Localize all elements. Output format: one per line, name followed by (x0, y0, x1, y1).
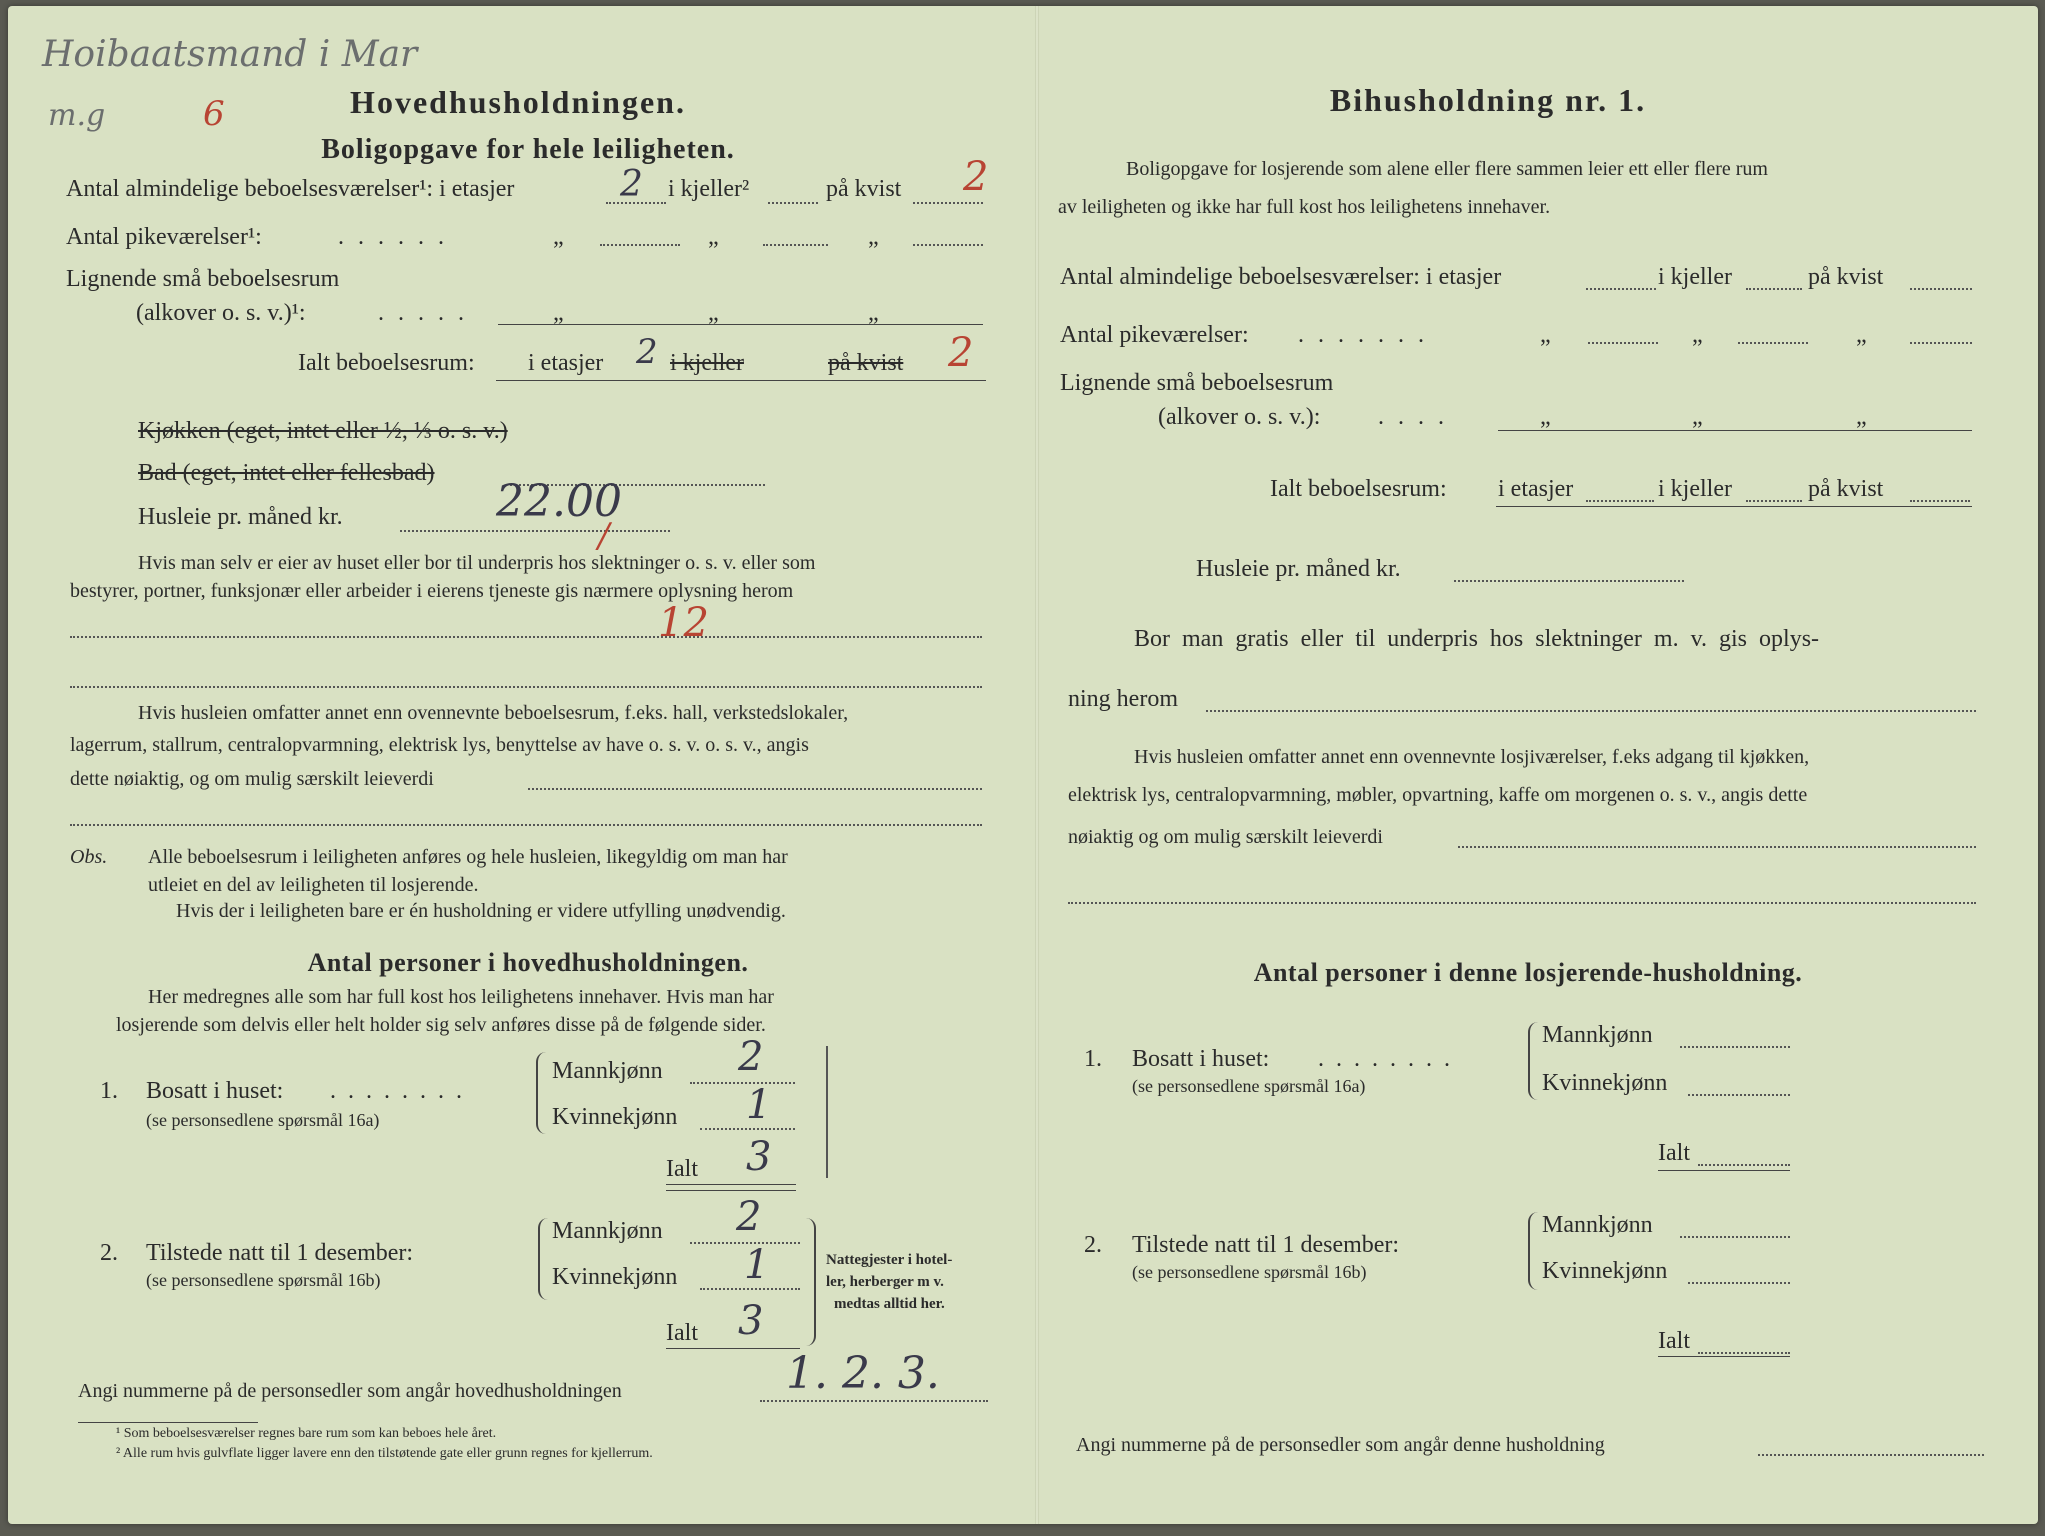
right-intro-1: Boligopgave for losjerende som alene eller flere sammen leier ett eller flere rum (1126, 158, 1768, 180)
left-q1-mann-label: Mannkjønn (552, 1058, 663, 1084)
left-q2-label: Tilstede natt til 1 desember: (146, 1240, 414, 1266)
right-row1-kjeller: i kjeller (1658, 264, 1732, 290)
left-row1-etasjer-value: 2 (620, 164, 643, 205)
footnote-1: ¹ Som beboelsesværelser regnes bare rum som kan beboes hele året. (116, 1426, 497, 1441)
left-ialt-label: Ialt beboelsesrum: (298, 350, 475, 376)
left-obs-1: Alle beboelsesrum i leiligheten anføres og hele husleien, likegyldig om man har (148, 846, 788, 868)
margin-note-number: 6 (203, 94, 225, 134)
left-husleie-label: Husleie pr. måned kr. (138, 504, 343, 530)
right-husleie-label: Husleie pr. måned kr. (1196, 556, 1401, 582)
right-gratis-1: Bor man gratis eller til underpris hos slektninger m. v. gis oplys- (1134, 626, 1820, 652)
left-omfatter-1: Hvis husleien omfatter annet enn ovennevnte beboelsesrum, f.eks. hall, verkstedslokaler, (138, 702, 849, 724)
left-persons-2: losjerende som delvis eller helt holder sig selv anføres disse på de følgende sider. (116, 1014, 766, 1036)
left-q1-sub: (se personsedlene spørsmål 16a) (146, 1110, 380, 1130)
left-subtitle: Boligopgave for hele leiligheten. (321, 134, 735, 165)
left-q1-num: 1. (100, 1078, 118, 1104)
right-persons-title: Antal personer i denne losjerende-husholdning. (1253, 958, 1803, 987)
right-q1-kvinne-label: Kvinnekjønn (1542, 1070, 1668, 1096)
nattegjester-2: ler, herberger m v. (826, 1274, 944, 1290)
left-bad: Bad (eget, intet eller fellesbad) (138, 460, 435, 486)
census-form-sheet: Hoibaatsmand i Mar m.g 6 Hovedhusholdningen. Boligopgave for hele leiligheten. Antal almindelige beboelsesværelser¹: i etasjer 2 i kjeller² på kvist 2 Antal pikeværelser¹: ...... „ „ „ Lignende små beboelsesrum (alkover o. s. v.)¹: ..... „ „ „ Ialt beboelsesrum: i etasjer 2 i kjeller på kvist 2 Kjøkken (eget, intet eller ½, ⅓ o. s. v.) Bad (eget, intet eller fellesbad) Husleie pr. måned kr. 22.00 / Hvis man selv er eier av huset eller bor til underpris hos slektninger o. s. v. eller som bestyrer, portner, funksjonær eller arbeider i eierens tjeneste gis nærmere oplysning herom 12 Hvis husleien omfatter annet enn ovennevnte beboelsesrum, f.eks. hall, verkstedslokaler, lagerrum, stallrum, centralopvarmning, elektrisk lys, benyttelse av have o. s. v. o. s. v., angis dette nøiaktig, og om mulig særskilt leieverdi Obs. Alle beboelsesrum i leiligheten anføres og hele husleien, likegyldig om man har utleiet en del av leiligheten til losjerende. Hvis der i leiligheten bare er én husholdning er videre utfylling unødvendig. Antal personer i hovedhusholdningen. Her medregnes alle som har full kost hos leilighetens innehaver. Hvis man har losjerende som delvis eller helt holder sig selv anføres disse på de følgende sider. 1. Bosatt i huset: ........ (se personsedlene spørsmål 16a) Mannkjønn 2 Kvinnekjønn 1 Ialt 3 2. Tilstede natt til 1 desember: (se personsedlene spørsmål 16b) Mannkjønn 2 Kvinnekjønn 1 Ialt 3 Nattegjester i hotel- ler, herberger m v. medtas alltid her. Angi nummerne på de personsedler som angår hovedhusholdningen 1. 2. 3. ¹ Som beboelsesværelser regnes bare rum som kan beboes hele året. ² Alle rum hvis gulvflate ligger lavere enn den tilstøtende gate eller grunn regnes for kjellerrum. Bihusholdning nr. 1. Boligopgave for losjerende som alene eller flere sammen leier ett eller flere rum av leiligheten og ikke har full kost hos leilighetens innehaver. Antal almindelige beboelsesværelser: i etasjer i kjeller på kvist Antal pikeværelser: ....... „ „ „ Lignende små beboelsesrum (alkover o. s. v.): .... „ „ „ Ialt beboelsesrum: i etasjer i kjeller på kvist Husleie pr. måned kr. Bor man gratis eller til underpris hos slektninger m. v. gis oplys- ning herom Hvis husleien omfatter annet enn ovennevnte losjiværelser, f.eks adgang til kjøkken, elektrisk lys, centralopvarmning, møbler, opvartning, kaffe om morgenen o. s. v., angis dette nøiaktig og om mulig særskilt leieverdi Antal personer i denne losjerende-husholdning. 1. Bosatt i huset: ........ (se personsedlene spørsmål 16a) Mannkjønn Kvinnekjønn Ialt 2. Tilstede natt til 1 desember: (se personsedlene spørsmål 16b) Mannkjønn Kvinnekjønn Ialt Angi nummerne på de personsedler som angår denne husholdning (8, 6, 2038, 1524)
left-row3-label: Lignende små beboelsesrum (66, 266, 340, 292)
left-q2-mann-label: Mannkjønn (552, 1218, 663, 1244)
left-persons-title: Antal personer i hovedhusholdningen. (307, 948, 749, 977)
right-angi: Angi nummerne på de personsedler som angår denne husholdning (1076, 1434, 1605, 1456)
left-row3b-label: (alkover o. s. v.)¹: (136, 300, 306, 326)
left-q2-ialt-label: Ialt (666, 1320, 698, 1346)
right-q1-mann-label: Mannkjønn (1542, 1022, 1653, 1048)
left-title: Hovedhusholdningen. (350, 84, 686, 120)
nattegjester-1: Nattegjester i hotel- (826, 1252, 953, 1268)
left-q1-label: Bosatt i huset: (146, 1078, 284, 1104)
right-title: Bihusholdning nr. 1. (1329, 82, 1647, 118)
left-obs-2: utleiet en del av leiligheten til losjerende. (148, 874, 479, 896)
left-row1-kvist: på kvist (826, 176, 902, 202)
left-q1-kvinne-label: Kvinnekjønn (552, 1104, 678, 1130)
left-eier-note-2: bestyrer, portner, funksjonær eller arbeider i eierens tjeneste gis nærmere oplysning herom (70, 580, 794, 602)
left-omfatter-3: dette nøiaktig, og om mulig særskilt leieverdi (70, 768, 434, 790)
right-ialt-kjeller: i kjeller (1658, 476, 1732, 502)
left-angi-value: 1. 2. 3. (786, 1348, 940, 1399)
left-ialt-kjeller: i kjeller (670, 350, 744, 376)
left-red-mark: 12 (658, 600, 709, 646)
right-row2-label: Antal pikeværelser: (1060, 322, 1249, 348)
right-ialt-kvist: på kvist (1808, 476, 1884, 502)
left-row1-label: Antal almindelige beboelsesværelser¹: i etasjer (66, 176, 515, 202)
right-q2-label: Tilstede natt til 1 desember: (1132, 1232, 1400, 1258)
left-q1-mann-value: 2 (738, 1034, 764, 1080)
left-q2-kvinne-value: 1 (744, 1242, 770, 1288)
left-eier-note-1: Hvis man selv er eier av huset eller bor til underpris hos slektninger o. s. v. eller som (138, 552, 816, 574)
right-row1-label: Antal almindelige beboelsesværelser: i etasjer (1060, 264, 1502, 290)
left-q1-ialt-value: 3 (746, 1134, 772, 1180)
left-q2-num: 2. (100, 1240, 118, 1266)
footnote-2: ² Alle rum hvis gulvflate ligger lavere enn den tilstøtende gate eller grunn regnes for kjellerrum. (116, 1446, 653, 1461)
right-row3b-label: (alkover o. s. v.): (1158, 404, 1321, 430)
left-husleie-value: 22.00 (496, 476, 622, 527)
right-ialt-label: Ialt beboelsesrum: (1270, 476, 1447, 502)
left-obs-label: Obs. (70, 846, 108, 868)
left-ialt-etasjer: i etasjer (528, 350, 604, 376)
right-row1-kvist: på kvist (1808, 264, 1884, 290)
left-angi: Angi nummerne på de personsedler som angår hovedhusholdningen (78, 1380, 622, 1402)
left-kjokken: Kjøkken (eget, intet eller ½, ⅓ o. s. v.) (138, 418, 508, 444)
nattegjester-3: medtas alltid her. (834, 1296, 945, 1312)
right-gratis-2: ning herom (1068, 686, 1178, 712)
left-ialt-etasjer-value: 2 (636, 332, 658, 372)
left-ialt-kvist: på kvist (828, 350, 904, 376)
left-omfatter-2: lagerrum, stallrum, centralopvarmning, elektrisk lys, benyttelse av have o. s. v. o. s. v., angis (70, 734, 809, 756)
right-q2-mann-label: Mannkjønn (1542, 1212, 1653, 1238)
right-row3-label: Lignende små beboelsesrum (1060, 370, 1334, 396)
right-q2-ialt-label: Ialt (1658, 1328, 1690, 1354)
margin-note-line1: Hoibaatsmand i Mar (42, 34, 418, 75)
right-q1-sub: (se personsedlene spørsmål 16a) (1132, 1076, 1366, 1096)
right-intro-2: av leiligheten og ikke har full kost hos leilighetens innehaver. (1058, 196, 1551, 218)
right-omfatter-2: elektrisk lys, centralopvarmning, møbler, opvartning, kaffe om morgenen o. s. v., angis dette (1068, 784, 1808, 806)
left-row1-kjeller: i kjeller² (668, 176, 750, 202)
left-ialt-kvist-value: 2 (948, 330, 974, 376)
left-q1-ialt-label: Ialt (666, 1156, 698, 1182)
right-q2-num: 2. (1084, 1232, 1102, 1258)
left-obs-3: Hvis der i leiligheten bare er én husholdning er videre utfylling unødvendig. (176, 900, 786, 922)
right-q1-ialt-label: Ialt (1658, 1140, 1690, 1166)
left-q2-mann-value: 2 (736, 1194, 762, 1240)
right-q2-sub: (se personsedlene spørsmål 16b) (1132, 1262, 1367, 1282)
left-q1-kvinne-value: 1 (746, 1082, 772, 1128)
right-q1-num: 1. (1084, 1046, 1102, 1072)
left-row2-label: Antal pikeværelser¹: (66, 224, 262, 250)
right-ialt-etasjer: i etasjer (1498, 476, 1574, 502)
left-q2-kvinne-label: Kvinnekjønn (552, 1264, 678, 1290)
left-q2-sub: (se personsedlene spørsmål 16b) (146, 1270, 381, 1290)
right-omfatter-3: nøiaktig og om mulig særskilt leieverdi (1068, 826, 1383, 848)
left-row1-kvist-value: 2 (963, 154, 989, 200)
right-omfatter-1: Hvis husleien omfatter annet enn ovennevnte losjiværelser, f.eks adgang til kjøkken, (1134, 746, 1810, 768)
right-q2-kvinne-label: Kvinnekjønn (1542, 1258, 1668, 1284)
left-q2-ialt-value: 3 (738, 1298, 764, 1344)
left-persons-1: Her medregnes alle som har full kost hos leilighetens innehaver. Hvis man har (148, 986, 774, 1008)
page-fold (1035, 6, 1039, 1524)
margin-note-line2: m.g (48, 98, 106, 133)
right-q1-label: Bosatt i huset: (1132, 1046, 1270, 1072)
